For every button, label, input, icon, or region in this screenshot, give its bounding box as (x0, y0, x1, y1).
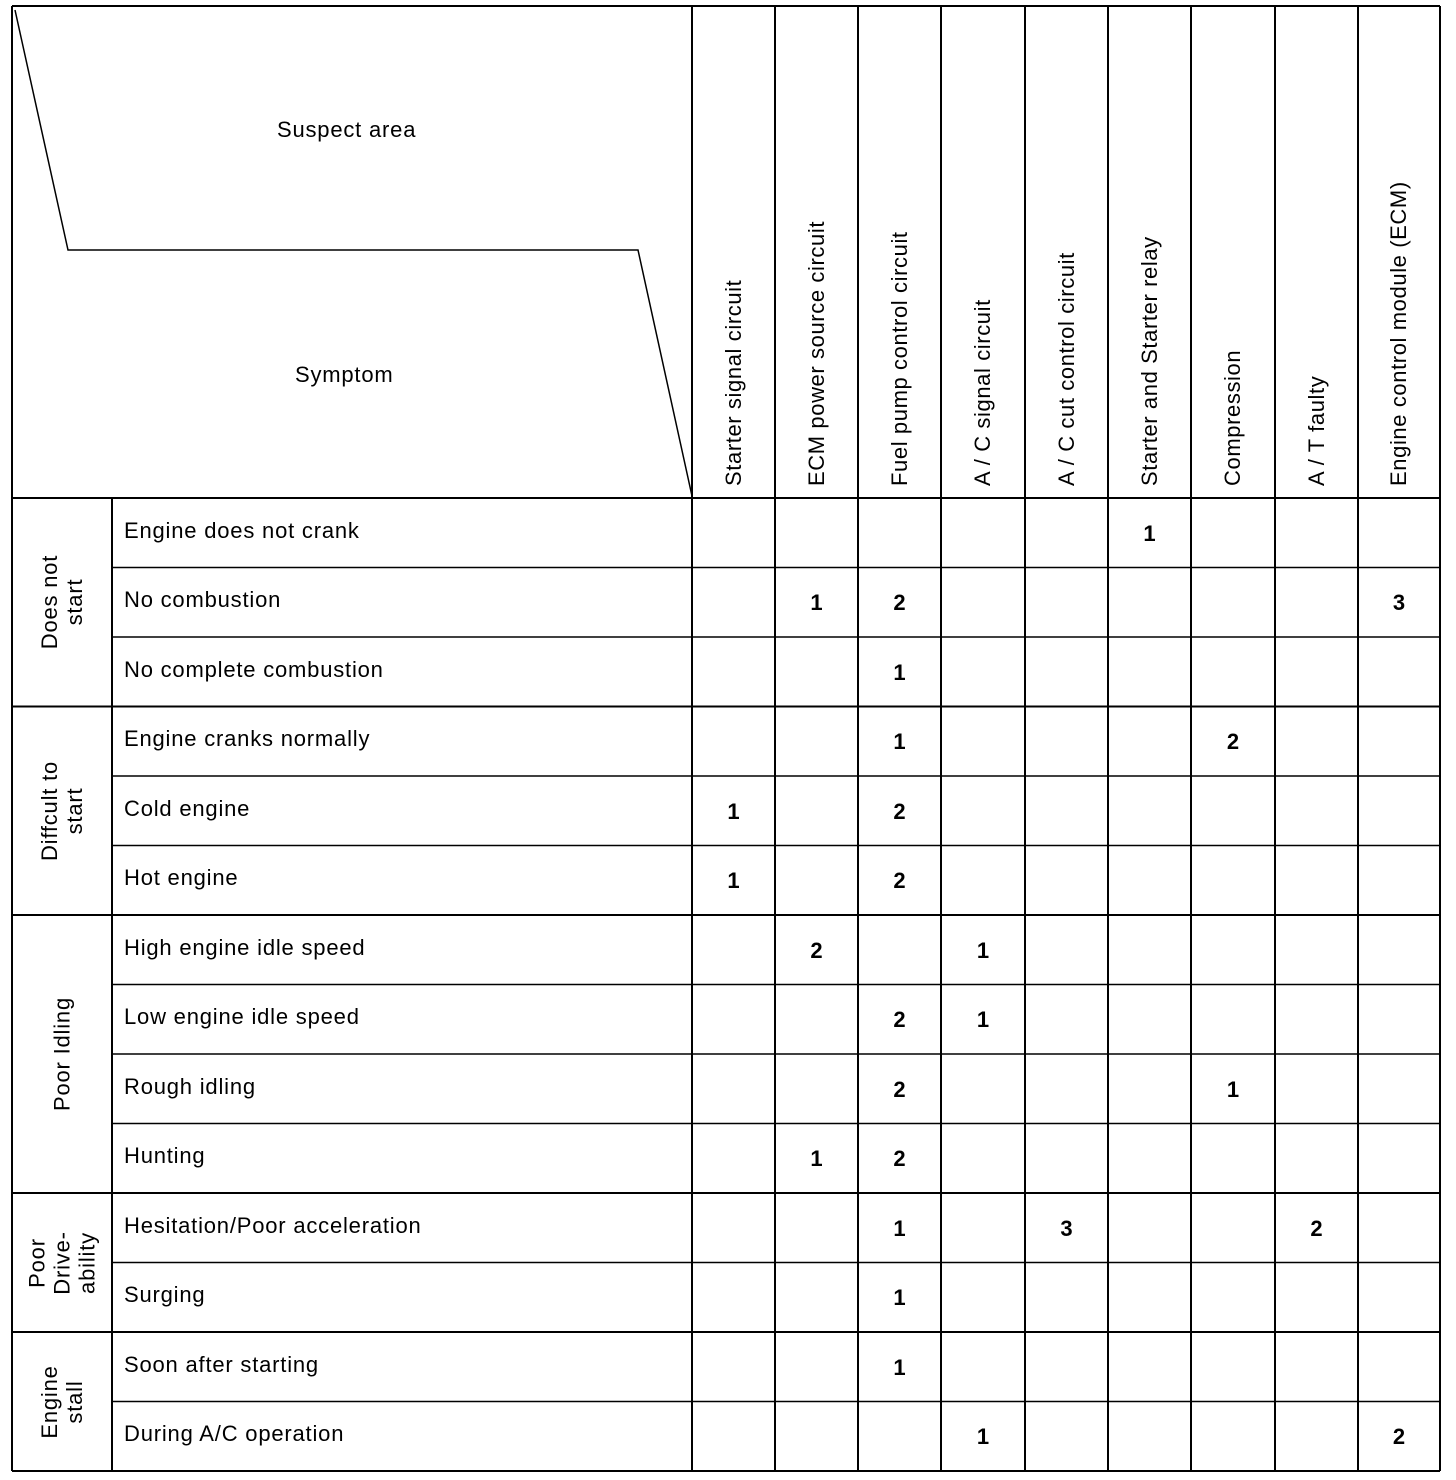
symptom-group-label (37, 1365, 87, 1438)
column-header: Compression (1220, 349, 1245, 486)
priority-value: 1 (1143, 520, 1156, 546)
symptom-cell: Surging (124, 1282, 206, 1308)
symptom-cell: Low engine idle speed (124, 1004, 360, 1030)
symptom-cell: Engine does not crank (124, 517, 360, 543)
priority-value: 2 (893, 590, 906, 616)
priority-value: 1 (976, 1424, 990, 1450)
symptom-cell: During A/C operation (124, 1421, 345, 1447)
priority-value: 1 (893, 1285, 906, 1311)
priority-value: 1 (893, 1215, 906, 1241)
symptom-cell: Cold engine (124, 795, 251, 821)
symptom-cell: Hunting (124, 1143, 206, 1169)
priority-value: 1 (727, 868, 740, 894)
column-header: A / C cut control circuit (1053, 252, 1079, 486)
priority-value: 1 (810, 1146, 823, 1172)
group-label-line: start (62, 578, 87, 626)
symptom-group-label (50, 997, 75, 1111)
priority-value: 1 (893, 1354, 906, 1380)
priority-value: 2 (893, 1007, 906, 1033)
priority-value: 1 (893, 729, 906, 755)
priority-value: 2 (893, 1146, 906, 1172)
group-label-line: Diffcult to (37, 760, 62, 861)
symptom-group-label (37, 555, 87, 649)
group-label-line: Drive- (49, 1230, 75, 1295)
column-header: Engine control module (ECM) (1386, 181, 1411, 486)
priority-value: 2 (893, 1076, 906, 1102)
group-label-line: ability (74, 1231, 100, 1294)
priority-value: 3 (1060, 1215, 1073, 1241)
column-header: Starter and Starter relay (1136, 236, 1162, 486)
priority-value: 1 (1226, 1076, 1240, 1102)
header-diagonal-divider (15, 10, 692, 496)
symptom-cell: Hot engine (124, 865, 239, 891)
priority-value: 2 (810, 937, 823, 963)
priority-value: 2 (893, 868, 906, 894)
symptom-label: Symptom (295, 362, 394, 387)
column-header: ECM power source circuit (803, 220, 829, 486)
symptom-group-label (37, 761, 87, 861)
priority-value: 1 (727, 798, 740, 824)
column-header: Starter signal circuit (720, 279, 746, 486)
priority-value: 3 (1392, 590, 1406, 616)
group-label-line: Poor (24, 1237, 50, 1288)
priority-value: 1 (976, 1007, 990, 1033)
column-header: A / C signal circuit (970, 299, 995, 486)
column-header: A / T faulty (1303, 375, 1329, 486)
priority-value: 2 (1226, 729, 1240, 755)
symptom-cell: High engine idle speed (124, 934, 366, 960)
priority-value: 1 (810, 590, 823, 616)
priority-value: 1 (976, 937, 990, 963)
symptom-cell: Soon after starting (124, 1351, 319, 1377)
group-label-line: Does not (37, 555, 62, 650)
group-label-line: Poor Idling (49, 997, 75, 1111)
symptom-cell: Rough idling (124, 1073, 256, 1099)
symptom-group-label (25, 1231, 100, 1294)
group-label-line: Engine (37, 1364, 62, 1439)
group-label-line: stall (62, 1379, 87, 1424)
priority-value: 1 (893, 659, 906, 685)
priority-value: 2 (1310, 1215, 1323, 1241)
symptom-cell: Hesitation/Poor acceleration (124, 1212, 422, 1238)
suspect-area-label: Suspect area (277, 117, 417, 142)
priority-value: 2 (1392, 1424, 1406, 1450)
symptom-cell: No combustion (124, 587, 282, 613)
column-header: Fuel pump control circuit (886, 231, 912, 486)
priority-value: 2 (893, 798, 906, 824)
group-label-line: start (62, 787, 87, 835)
symptom-cell: Engine cranks normally (124, 726, 371, 752)
symptom-cell: No complete combustion (124, 656, 384, 682)
